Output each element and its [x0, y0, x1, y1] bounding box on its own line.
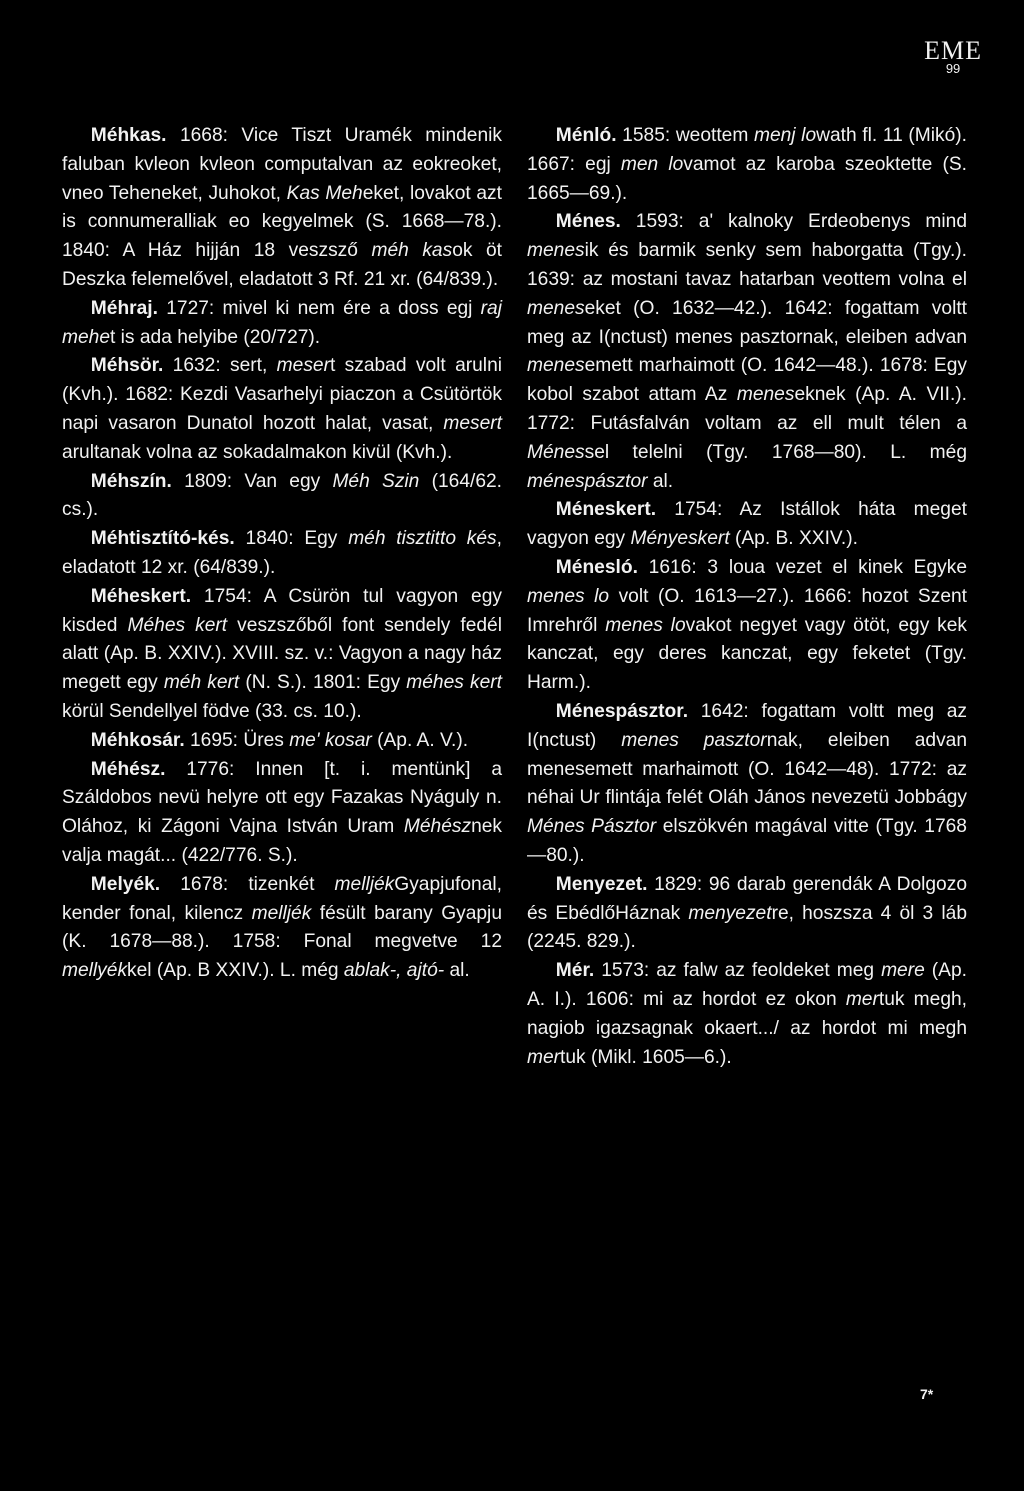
dictionary-entry [527, 496, 967, 554]
right-column [527, 122, 967, 1072]
dictionary-entry [62, 756, 502, 871]
italic-term: Ményeskert [630, 528, 730, 550]
italic-term: méh tisztitto kés [348, 528, 497, 550]
entry-text: Gyapjufonal, kender fonal, kilencz [62, 873, 502, 924]
italic-term: melljék [334, 873, 395, 895]
entry-text: 1776: Innen [t. i. mentünk] a Száldobos nevü helyre ott egy Fazakas Nyáguly n. Olához, ki Zágoni Vajna István Uram [62, 758, 502, 838]
italic-term: menes [527, 240, 585, 262]
italic-term: mer [527, 1046, 561, 1068]
entry-text: tuk (Mikl. 1605—6.). [560, 1046, 732, 1068]
entry-headword: Méhtisztító-kés. [90, 528, 235, 550]
entry-headword: Méhkas. [90, 125, 167, 146]
italic-term: menes lo [605, 614, 686, 636]
italic-term: raj mehe [62, 297, 502, 348]
italic-term: me' kosar [289, 729, 372, 751]
dictionary-entry [527, 208, 967, 496]
entry-text: 1678: tizenkét [160, 873, 335, 895]
entry-text: eket, lovakot azt is connumeralliak eo kegyelmek (S. 1668—78.). 1840: A Ház hijján 18 veszsző [62, 182, 502, 262]
page-number: 99 [945, 61, 961, 76]
italic-term: ménespásztor [527, 470, 648, 492]
entry-headword: Ménló. [555, 125, 617, 146]
dictionary-entry [62, 352, 502, 467]
dictionary-entry [527, 122, 967, 208]
italic-term: menyezet [688, 902, 772, 924]
entry-text: al. [647, 470, 674, 492]
italic-term: mere [881, 960, 925, 982]
entry-text: emett marhaimott (O. 1642—48.). 1678: Egy kobol szabot attam Az [527, 355, 967, 406]
signature-mark: 7* [920, 1386, 934, 1402]
entry-headword: Méhszín. [90, 470, 172, 492]
italic-term: menes [736, 384, 795, 406]
entry-text: nek valja magát... (422/776. S.). [62, 816, 502, 866]
italic-term: menes pasztor [621, 729, 767, 751]
entry-text: t is ada helyibe (20/727). [110, 326, 321, 348]
left-column [62, 122, 502, 986]
italic-term: méhes kert [406, 672, 502, 694]
entry-text: vamot az karoba szeoktette (S. 1665—69.). [527, 153, 967, 204]
italic-term: mer [845, 988, 879, 1010]
italic-term: melljék [251, 902, 312, 924]
entry-text: elszökvén magával vitte (Tgy. 1768—80.). [527, 816, 967, 866]
entry-text: (Ap. A. I.). 1606: mi az hordot ez okon [527, 960, 967, 1010]
entry-headword: Méheskert. [90, 585, 192, 607]
dictionary-entry [62, 583, 502, 727]
italic-term: menes lo [527, 585, 610, 607]
entry-text: eknek (Ap. A. VII.). 1772: Futásfalván voltam az ell mult télen a [527, 384, 967, 434]
entry-text: , eladatott 12 xr. (64/839.). [62, 528, 502, 578]
dictionary-entry [527, 957, 967, 1072]
dictionary-entry [62, 525, 502, 583]
italic-term: menes [527, 355, 585, 377]
entry-text: wath fl. 11 (Mikó). 1667: egj [527, 125, 967, 175]
entry-headword: Méhraj. [90, 297, 158, 319]
dictionary-entry [62, 727, 502, 756]
italic-term: men lo [620, 153, 684, 175]
entry-text: 1727: mivel ki nem ére a doss egj [157, 297, 481, 319]
entry-text: (Ap. B. XXIV.). [729, 528, 858, 550]
entry-text: (N. S.). 1801: Egy [239, 672, 407, 694]
entry-text: körül Sendellyel födve (33. cs. 10.). [62, 700, 362, 722]
italic-term: menes [527, 297, 585, 319]
dictionary-entry [62, 871, 502, 986]
italic-term: méh kert [163, 672, 240, 694]
entry-headword: Méneskert. [555, 499, 657, 521]
entry-text: re, hoszsza 4 öl 3 láb (2245. 829.). [527, 902, 967, 953]
entry-text: 1754: Az Istállok háta meget vagyon egy [527, 499, 967, 550]
entry-text: volt (O. 1613—27.). 1666: hozot Szent Imrehről [527, 585, 968, 636]
entry-text: tuk megh, nagiob igazsagnak okaert.../ az hordot mi megh [527, 988, 967, 1039]
entry-text: arultanak volna az sokadalmakon kivül (Kvh.). [62, 441, 453, 463]
entry-text: 1668: Vice Tiszt Uramék mindenik faluban kvleon kvleon computalvan az eokreoket, vneo Teheneket, Juhokot, [62, 125, 502, 204]
italic-term: Ménes Pásztor [527, 816, 657, 838]
entry-text: t szabad volt arulni (Kvh.). 1682: Kezdi Vasarhelyi piaczon a Csütörtök napi vasaron Dunatol hozott halat, vasat, [62, 355, 502, 434]
entry-headword: Méhkosár. [90, 729, 185, 751]
entry-text: (164/62. cs.). [62, 470, 502, 521]
dictionary-entry [527, 554, 967, 698]
entry-text: 1829: 96 darab gerendák A Dolgozo és EbédlőHáznak [527, 873, 967, 924]
italic-term: mellyék [62, 960, 128, 982]
italic-term: mesert [443, 412, 502, 434]
italic-term: Méhes kert [127, 614, 228, 636]
entry-text: vakot negyet vagy ötöt, egy kek kanczat, egy deres kanczat, egy feketet (Tgy. Harm.). [527, 614, 968, 694]
entry-text: 1593: a' kalnoky Erdeobenys mind [620, 211, 967, 233]
entry-text: 1573: az falw az feoldeket meg [594, 960, 882, 982]
entry-text: ok öt Deszka felemelővel, eladatott 3 Rf. 21 xr. (64/839.). [62, 240, 502, 290]
entry-text: kel (Ap. B XXIV.). L. még [127, 960, 344, 982]
entry-text: eket (O. 1632—42.). 1642: fogattam voltt meg az I(nctust) menes pasztornak, eleiben advan [527, 297, 967, 348]
entry-text: 1809: Van egy [171, 470, 333, 492]
entry-headword: Ménespásztor. [555, 700, 689, 722]
entry-text: fésült barany Gyapju (K. 1678—88.). 1758: Fonal megvetve 12 [62, 902, 502, 953]
entry-text: 1632: sert, [163, 355, 277, 377]
entry-headword: Ménesló. [555, 556, 638, 578]
italic-term: Kas Meh [286, 182, 363, 204]
entry-text: 1754: A Csürön tul vagyon egy kisded [62, 585, 502, 636]
publisher-logo: EME [924, 36, 982, 65]
dictionary-entry [62, 122, 502, 295]
entry-headword: Melyék. [90, 873, 161, 895]
italic-term: Ménes [527, 441, 585, 463]
italic-term: Méh Szin [332, 470, 420, 492]
entry-text: 1642: fogattam voltt meg az I(nctust) [527, 700, 967, 751]
entry-headword: Mér. [555, 960, 595, 982]
entry-text: sel telelni (Tgy. 1768—80). L. még [584, 441, 967, 463]
dictionary-entry [527, 871, 967, 957]
entry-text: nak, eleiben advan menesemett marhaimott (O. 1642—48). 1772: az néhai Ur flintája felét Oláh János nevezetü Jobbágy [527, 729, 968, 809]
entry-text: 1585: weottem [616, 125, 754, 146]
entry-headword: Méhész. [90, 758, 166, 780]
dictionary-entry [62, 295, 502, 353]
italic-term: méh kas [371, 240, 453, 262]
entry-text: veszszőből font sendely fedél alatt (Ap. B. XXIV.). XVIII. sz. v.: Vagyon a nagy ház megett egy [62, 614, 502, 694]
italic-term: meser [276, 355, 330, 377]
italic-term: menj lo [753, 125, 817, 146]
page-header [924, 38, 982, 75]
dictionary-entry [527, 698, 967, 871]
entry-headword: Menyezet. [555, 873, 648, 895]
entry-headword: Méhsör. [90, 355, 164, 377]
entry-text: al. [444, 960, 470, 982]
entry-text: 1616: 3 loua vezet el kinek Egyke [637, 556, 967, 578]
entry-text: 1840: Egy [234, 528, 349, 550]
dictionary-entry [62, 468, 502, 526]
entry-text: (Ap. A. V.). [371, 729, 469, 751]
entry-text: ik és barmik senky sem haborgatta (Tgy.). 1639: az mostani tavaz hatarban veottem volna el [527, 240, 967, 290]
italic-term: ablak-, ajtó- [343, 960, 445, 982]
entry-headword: Ménes. [555, 211, 621, 233]
italic-term: Méhész [403, 816, 472, 838]
entry-text: 1695: Üres [184, 729, 290, 751]
